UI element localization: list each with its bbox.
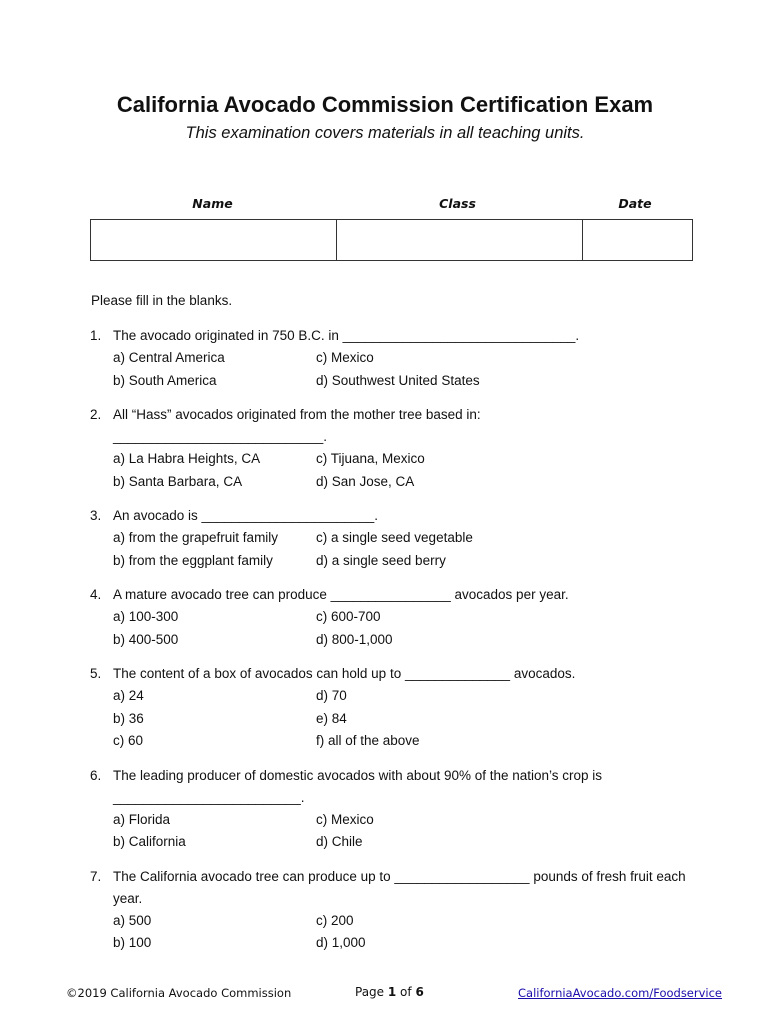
answer-option: a) from the grapefruit family — [113, 530, 279, 545]
question-text: A mature avocado tree can produce ________________ avocados per year. — [113, 587, 569, 602]
question-text: All “Hass” avocados originated from the mother tree based in: ____________________________. — [113, 407, 481, 444]
answer-options — [90, 809, 710, 854]
question-text: The leading producer of domestic avocados with about 90% of the nation’s crop is _________________________. — [113, 767, 603, 805]
question-4 — [90, 584, 710, 651]
answer-option: b) 36 — [113, 710, 144, 726]
question-number: 6. — [90, 767, 102, 783]
answer-option: c) Mexico — [316, 350, 374, 365]
date-column-header: Date — [618, 196, 652, 211]
question-number: 5. — [90, 666, 102, 681]
class-field[interactable] — [337, 220, 583, 261]
answer-option: c) a single seed vegetable — [316, 530, 473, 545]
question-number: 2. — [90, 407, 102, 422]
question-number: 1. — [90, 328, 102, 343]
answer-option: e) 84 — [316, 710, 347, 726]
question-3 — [90, 505, 710, 572]
answer-options — [90, 347, 710, 392]
question-text: The avocado originated in 750 B.C. in _______________________________. — [113, 328, 580, 343]
answer-option: a) 500 — [113, 912, 152, 928]
question-text: The California avocado tree can produce up to __________________ pounds of fresh fruit each year. — [113, 868, 686, 906]
question-text: The content of a box of avocados can hold up to ______________ avocados. — [113, 666, 576, 681]
answer-option: d) Chile — [316, 834, 363, 849]
date-field[interactable] — [583, 220, 693, 261]
answer-option: c) 60 — [113, 733, 144, 748]
answer-option: a) 24 — [113, 688, 144, 703]
page-prefix: Page — [355, 985, 388, 999]
page-of: of — [396, 985, 416, 999]
exam-subtitle: This examination covers materials in all teaching units. — [185, 124, 585, 142]
student-info-table — [90, 219, 693, 261]
answer-option: b) 100 — [113, 935, 152, 950]
answer-option: d) 800-1,000 — [316, 631, 393, 647]
answer-options — [90, 448, 710, 493]
answer-option: d) Southwest United States — [316, 372, 480, 388]
page-total: 6 — [415, 985, 424, 999]
answer-option: c) 600-700 — [316, 609, 381, 624]
exam-title: California Avocado Commission Certification Exam — [116, 92, 654, 117]
answer-options — [90, 910, 710, 955]
answer-option: d) a single seed berry — [316, 552, 446, 568]
class-column-header: Class — [439, 196, 476, 211]
footer-page-number — [355, 985, 424, 999]
answer-options — [90, 527, 710, 572]
answer-option: a) Florida — [113, 811, 171, 827]
question-list — [90, 325, 710, 967]
answer-option: b) from the eggplant family — [113, 552, 273, 568]
answer-option: c) 200 — [316, 912, 354, 928]
instructions: Please fill in the blanks. — [91, 293, 233, 308]
footer-copyright: ©2019 California Avocado Commission — [66, 986, 292, 1000]
answer-option: d) 70 — [316, 688, 347, 703]
question-number: 7. — [90, 868, 102, 884]
answer-option: a) 100-300 — [113, 609, 179, 624]
question-6 — [90, 765, 710, 854]
question-7 — [90, 866, 710, 955]
answer-option: b) Santa Barbara, CA — [113, 473, 243, 489]
answer-options — [90, 606, 710, 651]
answer-option: a) La Habra Heights, CA — [113, 451, 261, 466]
name-field[interactable] — [91, 220, 337, 261]
question-1 — [90, 325, 710, 392]
question-number: 3. — [90, 508, 102, 523]
answer-option: b) South America — [113, 372, 217, 388]
question-text: An avocado is _______________________. — [113, 508, 378, 523]
answer-option: c) Tijuana, Mexico — [316, 451, 425, 466]
page-current: 1 — [387, 985, 397, 999]
question-2 — [90, 404, 710, 493]
answer-option: b) California — [113, 834, 186, 849]
question-5 — [90, 663, 710, 753]
answer-option: d) San Jose, CA — [316, 473, 415, 489]
footer-website-link[interactable]: CaliforniaAvocado.com/Foodservice — [518, 986, 723, 1000]
answer-option: f) all of the above — [316, 733, 420, 748]
answer-option: c) Mexico — [316, 811, 374, 827]
name-column-header: Name — [192, 196, 233, 211]
answer-option: a) Central America — [113, 350, 225, 365]
answer-option: d) 1,000 — [316, 935, 366, 950]
answer-option: b) 400-500 — [113, 631, 179, 647]
info-table-headers — [90, 196, 690, 214]
answer-options — [90, 685, 710, 753]
question-number: 4. — [90, 587, 102, 602]
